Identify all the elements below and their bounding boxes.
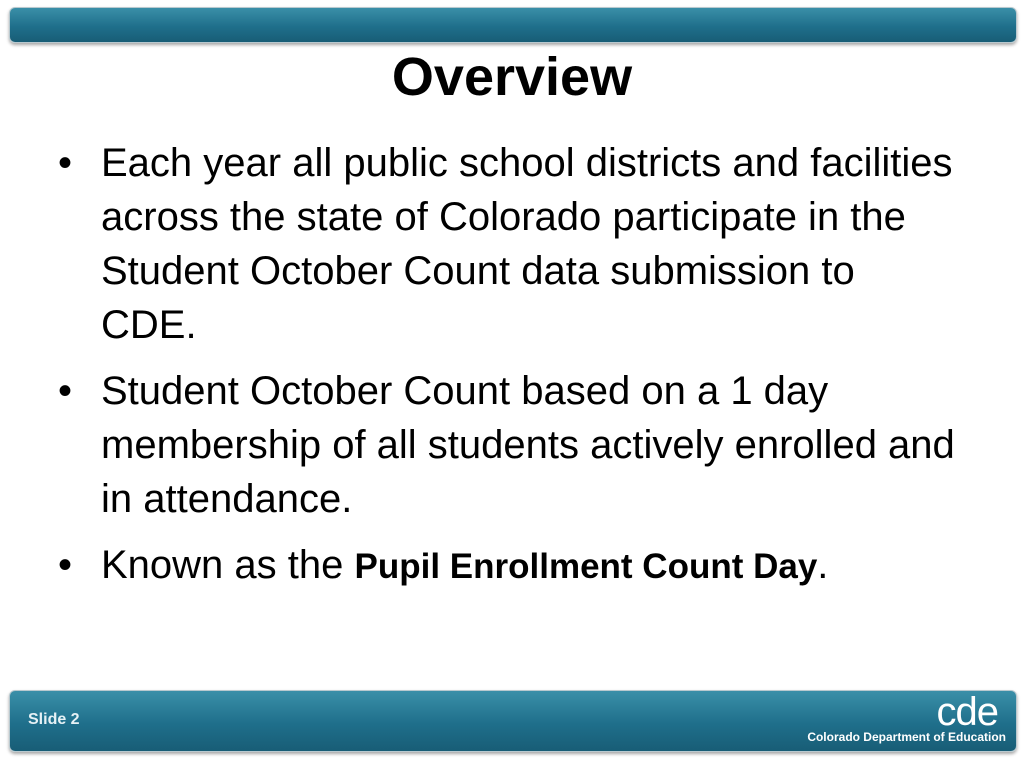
bullet-list	[58, 136, 958, 606]
top-banner-bar	[9, 7, 1017, 43]
bullet-text-prefix: Known as the	[101, 543, 355, 587]
bullet-dot-icon: •	[58, 543, 73, 587]
bullet-text: Student October Count based on a 1 day membership of all students actively enrolled and in attendance.	[101, 369, 955, 521]
bullet-text-bold: Pupil Enrollment Count Day	[354, 547, 818, 586]
bullet-dot-icon: •	[58, 141, 73, 185]
cde-logo-mark: cde	[936, 690, 998, 734]
bullet-text-suffix: .	[817, 543, 829, 587]
bullet-text: Each year all public school districts and facilities across the state of Colorado participate in the Student October Count data submission to CDE.	[101, 141, 953, 347]
footer-bar	[9, 690, 1017, 752]
cde-logo-caption: Colorado Department of Education	[807, 730, 1006, 744]
slide-number-label: Slide 2	[28, 711, 80, 728]
bullet-dot-icon: •	[58, 369, 73, 413]
bullet-item	[58, 538, 958, 594]
cde-logo	[776, 690, 1006, 748]
slide-title: Overview	[391, 47, 633, 107]
bullet-item	[58, 364, 958, 526]
bullet-item	[58, 136, 958, 352]
